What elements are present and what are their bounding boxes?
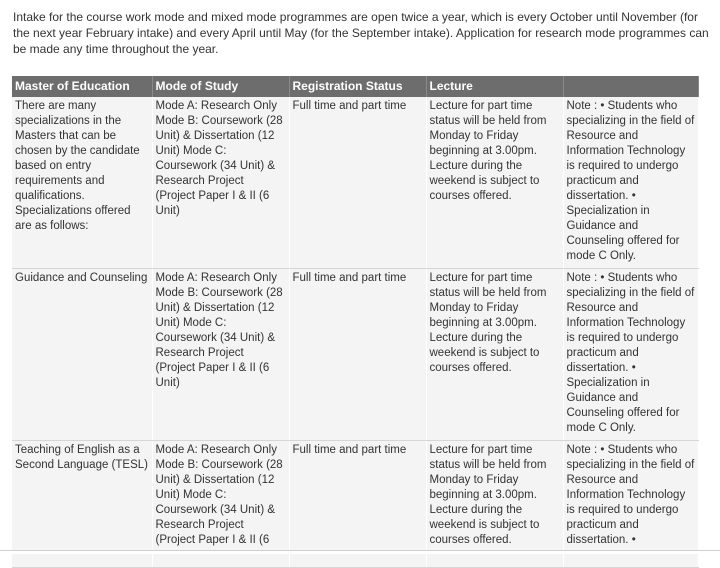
note-cell: Note : • Students who specializing in the field of Resource and Information Technology is required to undergo practicum and dissertation. • Specialization in Guidance and Counseling offered for mode C Only. (563, 269, 698, 441)
header-note (563, 76, 698, 97)
mode-cell: Mode A: Research Only Mode B: Coursework (28 Unit) & Dissertation (12 Unit) Mode C: Coursework (34 Unit) & Research Project (Project Paper I & II (6 (152, 441, 289, 568)
table-row (12, 97, 698, 269)
registration-cell: Full time and part time (289, 269, 426, 441)
lecture-cell: Lecture for part time status will be held from Monday to Friday beginning at 3.00pm. Lecture during the weekend is subject to courses offered. (426, 441, 563, 568)
table-row (12, 269, 698, 441)
note-cell: Note : • Students who specializing in the field of Resource and Information Technology is required to undergo practicum and dissertation. • Specialization in Guidance and Counseling offered for mode C Only. (563, 97, 698, 269)
registration-cell: Full time and part time (289, 441, 426, 568)
program-cell: Guidance and Counseling (12, 269, 152, 441)
header-mode-of-study: Mode of Study (152, 76, 289, 97)
registration-cell: Full time and part time (289, 97, 426, 269)
lecture-cell: Lecture for part time status will be held from Monday to Friday beginning at 3.00pm. Lecture during the weekend is subject to courses offered. (426, 269, 563, 441)
header-master-of-education: Master of Education (12, 76, 152, 97)
program-cell: Teaching of English as a Second Language (TESL) (12, 441, 152, 568)
lecture-cell: Lecture for part time status will be held from Monday to Friday beginning at 3.00pm. Lecture during the weekend is subject to courses offered. (426, 97, 563, 269)
header-registration-status: Registration Status (289, 76, 426, 97)
intro-paragraph: Intake for the course work mode and mixed mode programmes are open twice a year, which is every October until November (for the next year February intake) and every April until May (for the September intake). Application for research mode programmes can be made any time throughout the year. (13, 10, 709, 56)
program-cell: There are many specializations in the Masters that can be chosen by the candidate based on entry requirements and qualifications. Specializations offered are as follows: (12, 97, 152, 269)
table-row (12, 441, 698, 568)
note-cell: Note : • Students who specializing in the field of Resource and Information Technology is required to undergo practicum and dissertation. • (563, 441, 698, 568)
header-lecture: Lecture (426, 76, 563, 97)
programmes-table (12, 76, 699, 568)
table-header-row (12, 76, 698, 97)
mode-cell: Mode A: Research Only Mode B: Coursework (28 Unit) & Dissertation (12 Unit) Mode C: Coursework (34 Unit) & Research Project (Project Paper I & II (6 Unit) (152, 97, 289, 269)
mode-cell: Mode A: Research Only Mode B: Coursework (28 Unit) & Dissertation (12 Unit) Mode C: Coursework (34 Unit) & Research Project (Project Paper I & II (6 Unit) (152, 269, 289, 441)
page-bottom-edge (0, 550, 720, 554)
